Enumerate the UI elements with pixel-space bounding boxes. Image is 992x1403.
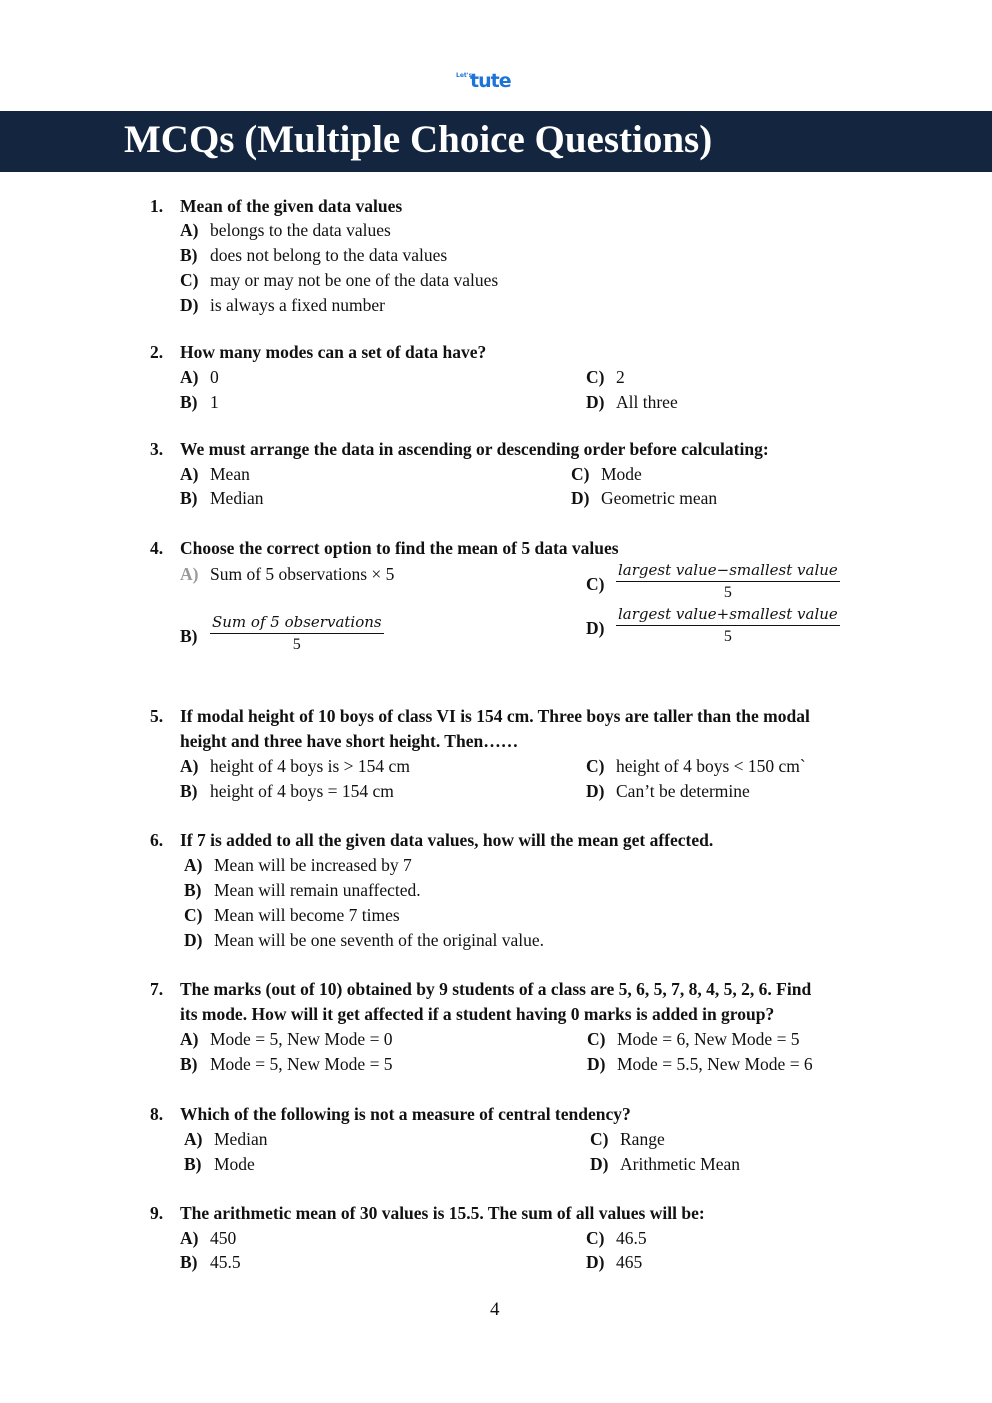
option-label: D) (586, 781, 605, 801)
fraction-option (616, 561, 840, 602)
option-label: B) (180, 781, 198, 801)
option-label: A) (184, 1129, 203, 1149)
question-text: Choose the correct option to find the mean of 5 data values (180, 538, 619, 558)
option-text: Geometric mean (601, 488, 718, 508)
question-number: 8. (150, 1104, 164, 1124)
option-text: Arithmetic Mean (620, 1154, 741, 1174)
question-text: Which of the following is not a measure of central tendency? (180, 1104, 631, 1124)
option-text: Mode = 5, New Mode = 0 (210, 1029, 393, 1049)
logo-small-text: Let's (456, 72, 473, 79)
question-text: height and three have short height. Then…… (180, 731, 519, 751)
option-text: Median (210, 488, 264, 508)
option-label: B) (180, 392, 198, 412)
option-text: Range (620, 1129, 665, 1149)
option-text: Mean will remain unaffected. (214, 880, 421, 900)
option-text: Mode = 5, New Mode = 5 (210, 1054, 393, 1074)
question-number: 6. (150, 830, 164, 850)
question-text: If 7 is added to all the given data values, how will the mean get affected. (180, 830, 714, 850)
option-label: B) (180, 245, 198, 265)
option-label: A) (180, 464, 199, 484)
option-text: Can’t be determine (616, 781, 750, 801)
fraction-option (616, 605, 840, 646)
option-label: A) (180, 220, 199, 240)
question-number: 2. (150, 342, 164, 362)
option-text: Mean (210, 464, 250, 484)
option-label: C) (586, 574, 605, 594)
option-label: D) (587, 1054, 606, 1074)
option-label: D) (586, 618, 605, 638)
question-number: 7. (150, 979, 164, 999)
option-text: Mode = 5.5, New Mode = 6 (617, 1054, 813, 1074)
option-label: A) (180, 564, 199, 584)
option-label: C) (571, 464, 590, 484)
option-text: Mean will be one seventh of the original value. (214, 930, 544, 950)
option-label: C) (586, 1228, 605, 1248)
option-label: D) (586, 1252, 605, 1272)
option-label: B) (184, 880, 202, 900)
title-banner (0, 111, 992, 172)
question-text: We must arrange the data in ascending or descending order before calculating: (180, 439, 769, 459)
question-text: its mode. How will it get affected if a student having 0 marks is added in group? (180, 1004, 775, 1024)
option-label: B) (180, 1252, 198, 1272)
fraction-denominator: 5 (723, 628, 732, 645)
option-label: B) (180, 1054, 198, 1074)
option-text: height of 4 boys < 150 cm` (616, 756, 806, 776)
option-text: is always a fixed number (210, 295, 385, 315)
option-label: D) (586, 392, 605, 412)
option-text: Mode (601, 464, 642, 484)
option-label: C) (586, 367, 605, 387)
option-text: Mean will be increased by 7 (214, 855, 412, 875)
option-text: Median (214, 1129, 268, 1149)
question-number: 1. (150, 196, 164, 216)
option-text: Sum of 5 observations × 5 (210, 564, 395, 584)
option-text: 1 (210, 392, 219, 412)
option-label: D) (180, 295, 199, 315)
question-text: The arithmetic mean of 30 values is 15.5. The sum of all values will be: (180, 1203, 705, 1223)
fraction-denominator: 5 (723, 584, 732, 601)
option-text: 45.5 (210, 1252, 241, 1272)
option-text: may or may not be one of the data values (210, 270, 499, 290)
page-number: 4 (490, 1299, 500, 1320)
option-label: A) (180, 367, 199, 387)
option-text: Mode (214, 1154, 255, 1174)
question-text: Mean of the given data values (180, 196, 403, 216)
question-number: 9. (150, 1203, 164, 1223)
option-label: C) (590, 1129, 609, 1149)
option-label: B) (180, 626, 198, 646)
option-label: C) (180, 270, 199, 290)
option-label: A) (180, 1029, 199, 1049)
question-text: If modal height of 10 boys of class VI is 154 cm. Three boys are taller than the modal (180, 706, 810, 726)
option-label: A) (180, 756, 199, 776)
option-text: 0 (210, 367, 219, 387)
option-label: B) (184, 1154, 202, 1174)
option-label: D) (184, 930, 203, 950)
option-text: Mean will become 7 times (214, 905, 400, 925)
option-label: C) (184, 905, 203, 925)
option-text: 2 (616, 367, 625, 387)
option-label: C) (587, 1029, 606, 1049)
fraction-numerator: Sum of 5 observations (210, 613, 384, 634)
fraction-option (210, 613, 384, 654)
option-label: A) (184, 855, 203, 875)
option-text: 450 (210, 1228, 237, 1248)
question-text: How many modes can a set of data have? (180, 342, 487, 362)
page-title: MCQs (Multiple Choice Questions) (124, 118, 713, 161)
option-label: C) (586, 756, 605, 776)
option-text: height of 4 boys is > 154 cm (210, 756, 410, 776)
question-number: 3. (150, 439, 164, 459)
option-label: D) (571, 488, 590, 508)
option-text: 46.5 (616, 1228, 647, 1248)
fraction-numerator: largest value+smallest value (616, 605, 840, 626)
option-text: height of 4 boys = 154 cm (210, 781, 394, 801)
fraction-denominator: 5 (292, 636, 301, 653)
option-label: D) (590, 1154, 609, 1174)
option-text: belongs to the data values (210, 220, 391, 240)
option-text: does not belong to the data values (210, 245, 448, 265)
option-label: A) (180, 1228, 199, 1248)
fraction-numerator: largest value−smallest value (616, 561, 840, 582)
question-number: 5. (150, 706, 164, 726)
logo-text: tute (470, 70, 511, 92)
option-text: 465 (616, 1252, 643, 1272)
question-text: The marks (out of 10) obtained by 9 students of a class are 5, 6, 5, 7, 8, 4, 5, 2, 6. Find (180, 979, 812, 999)
option-text: Mode = 6, New Mode = 5 (617, 1029, 800, 1049)
option-text: All three (616, 392, 678, 412)
option-label: B) (180, 488, 198, 508)
question-number: 4. (150, 538, 164, 558)
